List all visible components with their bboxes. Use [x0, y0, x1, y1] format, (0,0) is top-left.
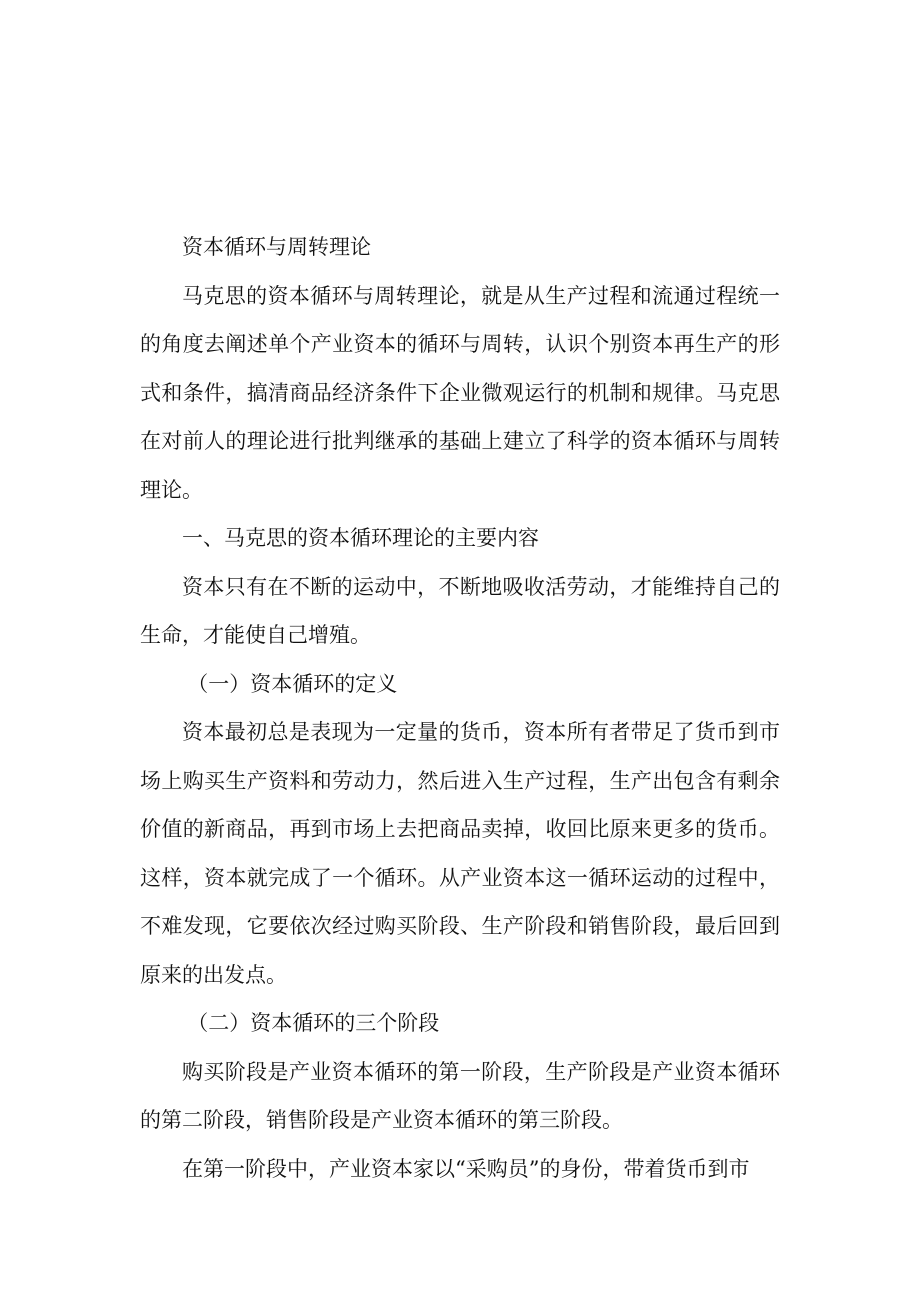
intro-paragraph: 马克思的资本循环与周转理论，就是从生产过程和流通过程统一的角度去阐述单个产业资本的循环与周转，认识个别资本再生产的形式和条件，搞清商品经济条件下企业微观运行的机制和规律。马克思在对前人的理论进行批判继承的基础上建立了科学的资本循环与周转理论。	[140, 283, 780, 502]
subsection-heading-2: （二）资本循环的三个阶段	[187, 1011, 440, 1035]
subsection-1-paragraph: 资本最初总是表现为一定量的货币，资本所有者带足了货币到市场上购买生产资料和劳动力，然后进入生产过程，生产出包含有剩余价值的新商品，再到市场上去把商品卖掉，收回比原来更多的货币。这样，资本就完成了一个循环。从产业资本这一循环运动的过程中，不难发现，它要依次经过购买阶段、生产阶段和销售阶段，最后回到原来的出发点。	[140, 720, 780, 987]
subsection-heading-1: （一）资本循环的定义	[187, 671, 398, 696]
document-page	[140, 223, 780, 1193]
section-heading-1: 一、马克思的资本循环理论的主要内容	[182, 526, 539, 550]
document-title: 资本循环与周转理论	[182, 235, 371, 259]
section-1-paragraph: 资本只有在不断的运动中，不断地吸收活劳动，才能维持自己的生命，才能使自己增殖。	[140, 574, 780, 647]
subsection-2-paragraph-1: 购买阶段是产业资本循环的第一阶段，生产阶段是产业资本循环的第二阶段，销售阶段是产业资本循环的第三阶段。	[140, 1059, 780, 1132]
subsection-2-paragraph-2: 在第一阶段中，产业资本家以“采购员”的身份，带着货币到市	[182, 1156, 750, 1181]
